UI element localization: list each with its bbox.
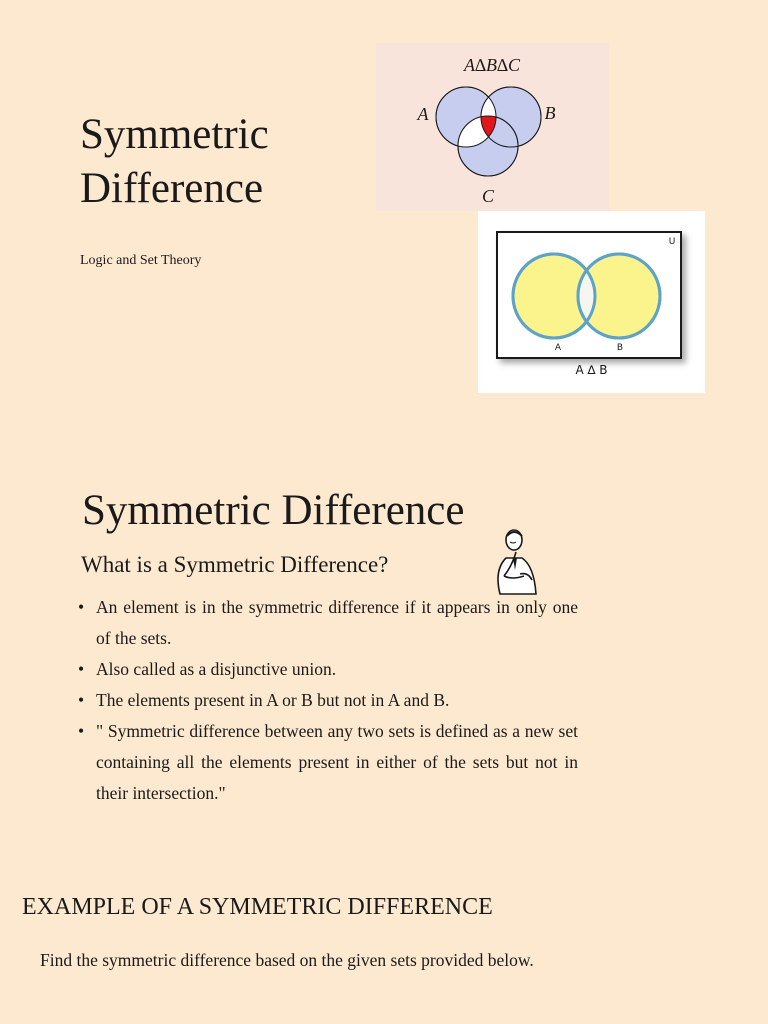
title-line-1: Symmetric [80, 111, 269, 158]
title-line-2: Difference [80, 165, 264, 212]
venn3-label-c: C [481, 186, 495, 206]
venn3-label-a: A [417, 104, 429, 124]
venn3-label-top: A∆B∆C [463, 55, 521, 75]
slide-title [80, 108, 269, 216]
venn3-label-b: B [544, 103, 556, 123]
universal-set-frame [496, 231, 682, 359]
venn2-label-b: B [616, 343, 624, 353]
venn-diagram-three-sets [376, 43, 609, 211]
slide-title: EXAMPLE OF A SYMMETRIC DIFFERENCE [22, 894, 493, 920]
definition-slide [0, 470, 768, 830]
list-item: • The elements present in A or B but not in A and B. [78, 685, 578, 716]
definition-bullet-list [78, 592, 578, 809]
list-item: • Also called as a disjunctive union. [78, 654, 578, 685]
venn2-svg [498, 233, 680, 357]
example-paragraph: Find the symmetric difference based on the given sets provided below. [40, 950, 534, 970]
list-item: • " Symmetric difference between any two sets is defined as a new set containing all the elements present in either of the sets but not in their intersection." [78, 716, 578, 809]
venn3-svg [376, 43, 609, 211]
venn2-caption: A ∆ B [575, 363, 608, 377]
example-slide [0, 880, 768, 1024]
venn2-label-a: A [554, 343, 562, 353]
slide-title: Symmetric Difference [82, 487, 465, 534]
thinking-person-icon [490, 526, 546, 596]
title-slide [0, 0, 768, 430]
slide-subtitle: Logic and Set Theory [80, 253, 202, 268]
venn2-label-u: U [668, 237, 676, 247]
venn-diagram-two-sets [478, 211, 705, 393]
slide-subheading: What is a Symmetric Difference? [81, 552, 389, 577]
list-item: • An element is in the symmetric difference if it appears in only one of the sets. [78, 592, 578, 654]
